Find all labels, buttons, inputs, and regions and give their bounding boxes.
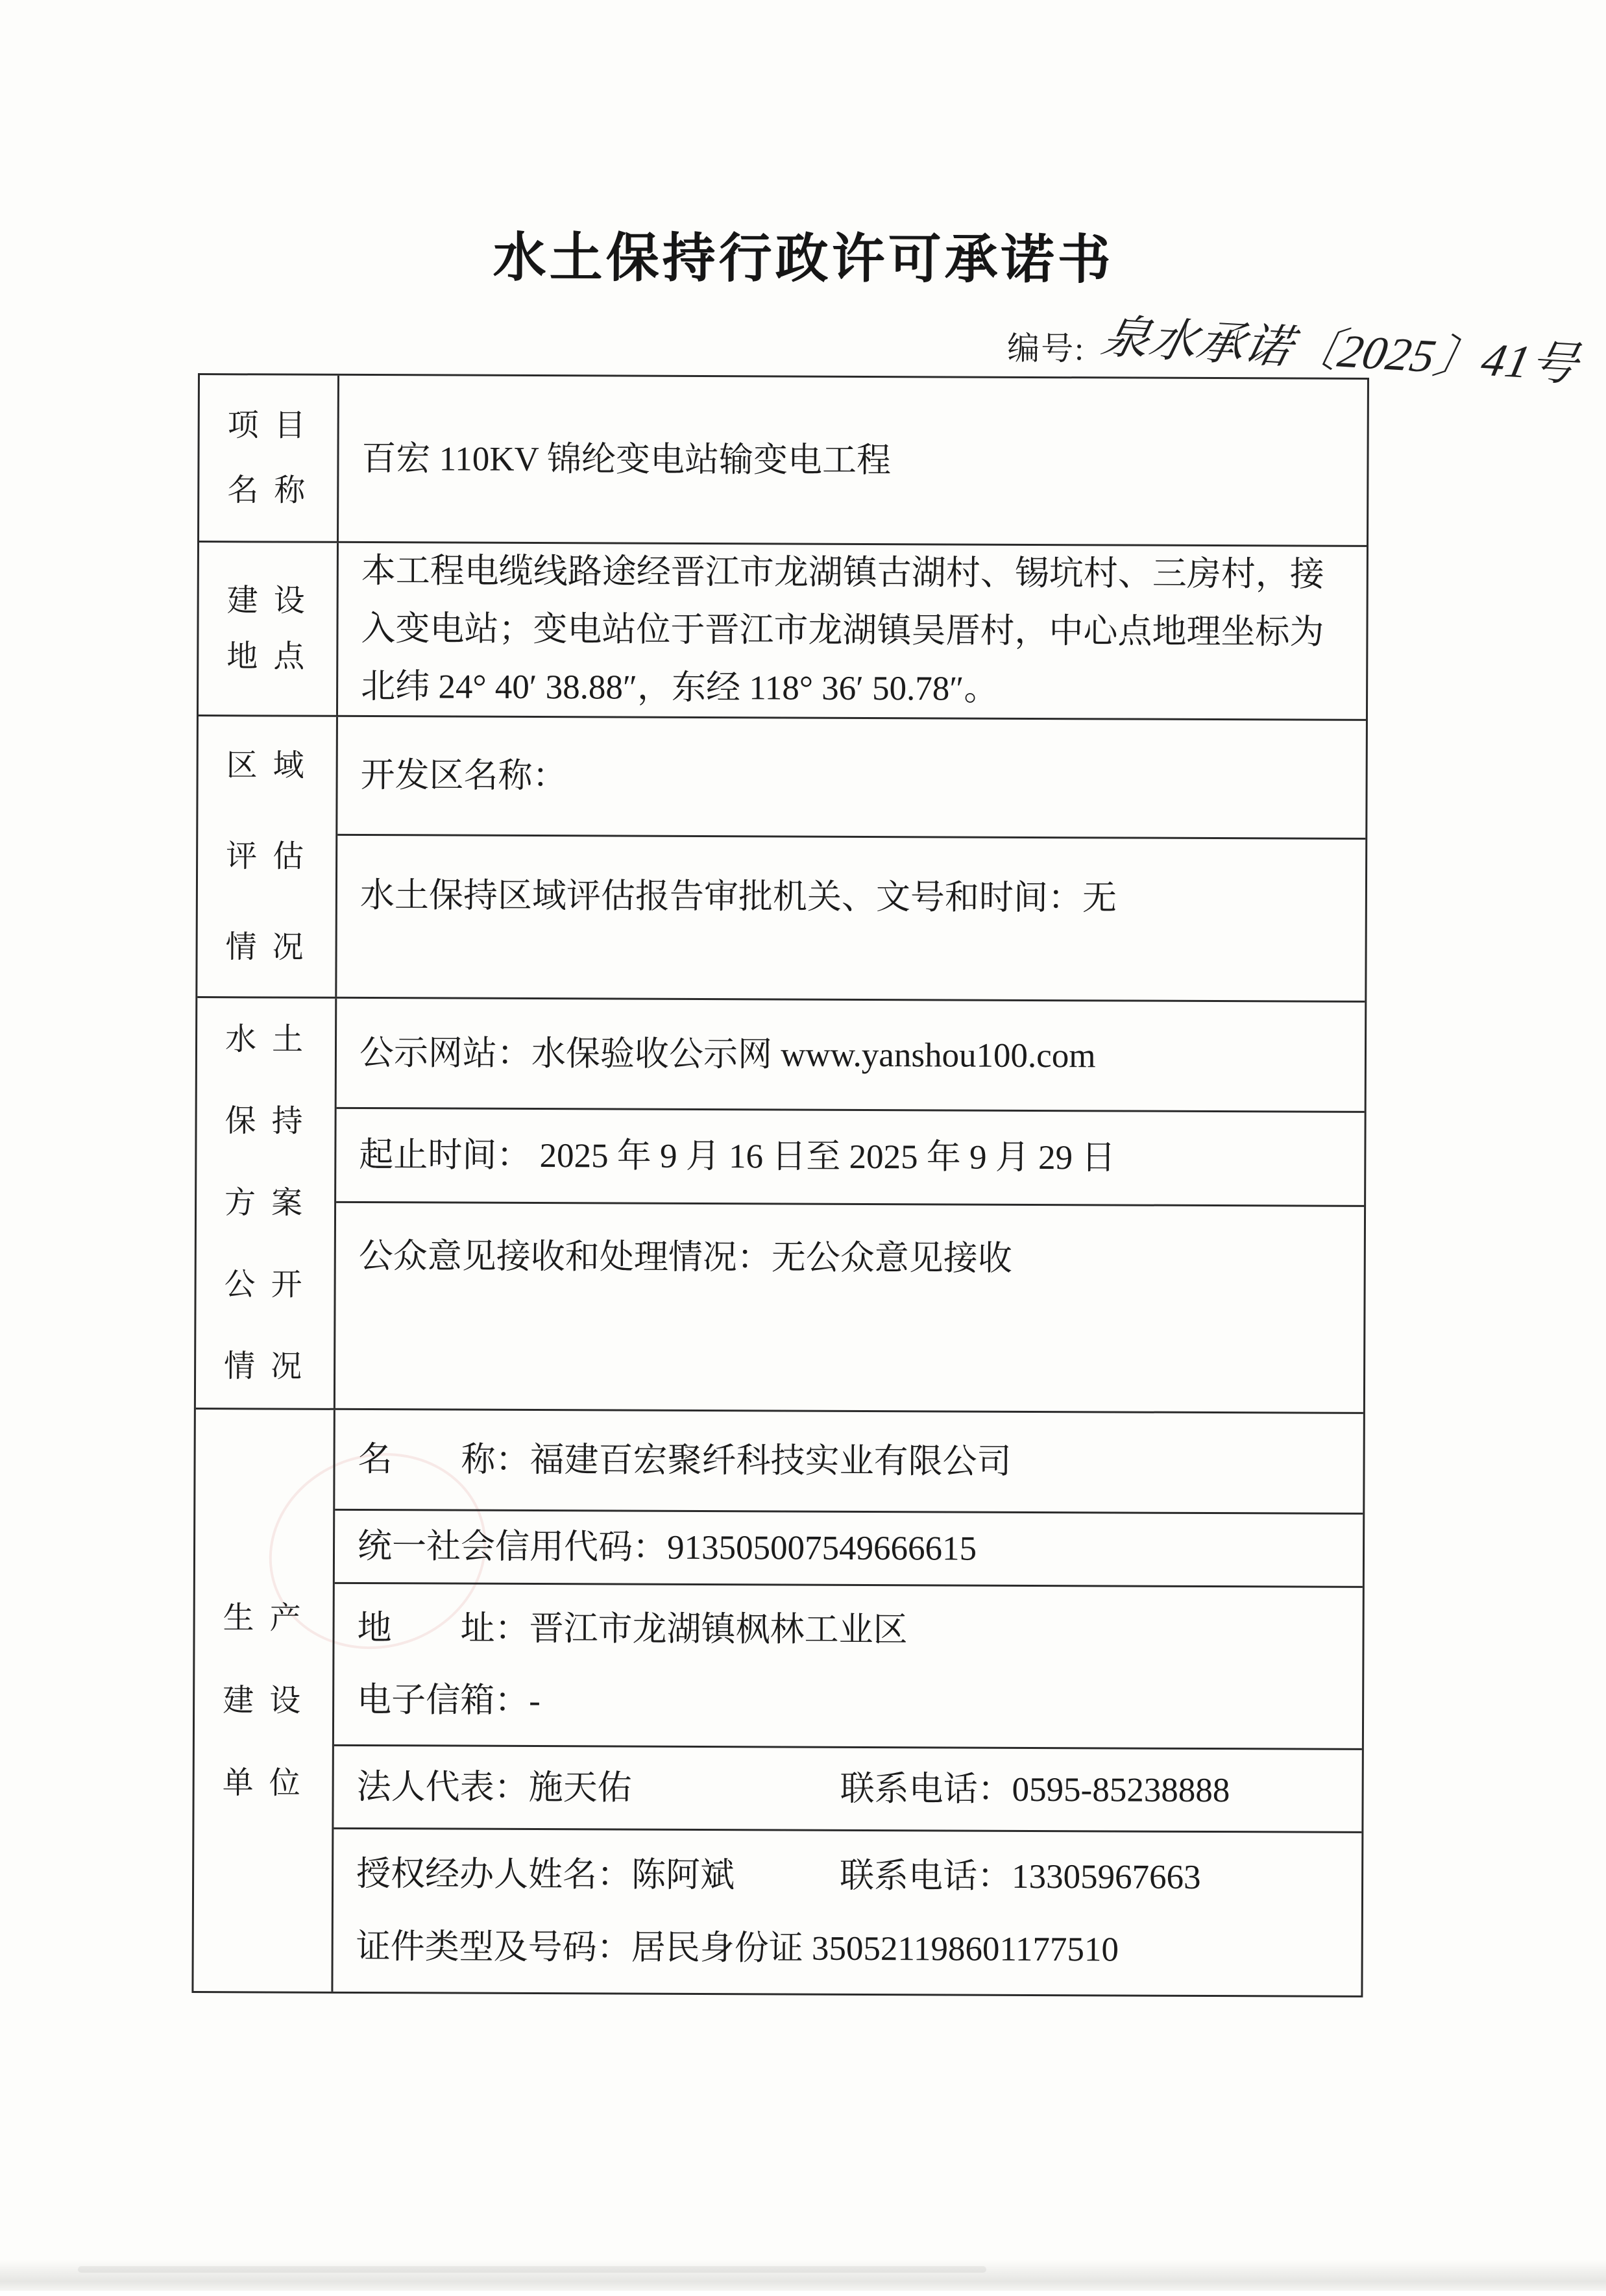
cell-project-name: 百宏 110KV 锦纶变电站输变电工程 xyxy=(361,439,892,480)
cell-assessment-approval: 水土保持区域评估报告审批机关、文号和时间：无 xyxy=(359,876,1117,918)
row-project-name xyxy=(199,375,1367,547)
scanner-edge-shadow xyxy=(0,2260,1606,2291)
permit-form-table xyxy=(191,373,1369,1997)
document-title: 水土保持行政许可承诺书 xyxy=(493,228,1114,290)
row-construction-location xyxy=(199,543,1367,721)
cell-unit-name: 名 称：福建百宏聚纤科技实业有限公司 xyxy=(335,1410,1363,1515)
label-construction-location: 建 设 地 点 xyxy=(199,543,339,715)
serial-number-handwritten: 泉水承诺〔2025〕41号 xyxy=(1097,311,1584,391)
cell-construction-location: 本工程电缆线路途经晋江市龙湖镇古湖村、锡坑村、三房村，接 入变电站；变电站位于晋江市龙湖镇吴厝村，中心点地理坐标为 北纬 24° 40′ 38.88″，东经 118° 36′ 50.78″。 xyxy=(361,552,1324,708)
cell-publicity-period: 起止时间： 2025 年 9 月 16 日至 2025 年 9 月 29 日 xyxy=(336,1109,1365,1207)
label-plan-publicity: 水 土 保 持 方 案 公 开 情 况 xyxy=(196,998,337,1408)
legal-rep-phone: 联系电话：0595-85238888 xyxy=(840,1770,1230,1809)
label-regional-assessment: 区 域 评 估 情 况 xyxy=(197,716,338,997)
label-project-name: 项 目 名 称 xyxy=(199,375,339,541)
scanner-edge-streak xyxy=(78,2266,986,2273)
row-construction-unit xyxy=(193,1410,1363,1996)
cell-email: 电子信箱：- xyxy=(357,1681,541,1720)
cell-publicity-website: 公示网站：水保验收公示网 www.yanshou100.com xyxy=(337,999,1365,1113)
cell-address: 地 址：晋江市龙湖镇枫林工业区 xyxy=(357,1609,908,1649)
agent-id-info: 证件类型及号码：居民身份证 350521198601177510 xyxy=(356,1928,1119,1969)
cell-dev-zone-name: 开发区名称： xyxy=(337,717,1366,840)
label-construction-unit: 生 产 建 设 单 位 xyxy=(193,1410,335,1992)
agent-phone: 联系电话：13305967663 xyxy=(840,1857,1201,1896)
legal-rep-name: 法人代表：施天佑 xyxy=(356,1768,632,1807)
cell-address-email xyxy=(334,1584,1363,1750)
serial-number-label: 编号: xyxy=(1007,330,1086,367)
row-plan-publicity xyxy=(196,998,1365,1414)
row-regional-assessment xyxy=(197,716,1366,1003)
cell-agent-and-id xyxy=(333,1829,1361,1996)
cell-legal-representative xyxy=(334,1746,1361,1833)
agent-name: 授权经办人姓名：陈阿斌 xyxy=(356,1855,735,1894)
cell-public-opinions: 公众意见接收和处理情况：无公众意见接收 xyxy=(358,1237,1012,1278)
cell-credit-code: 统一社会信用代码：913505007549666615 xyxy=(335,1511,1363,1588)
